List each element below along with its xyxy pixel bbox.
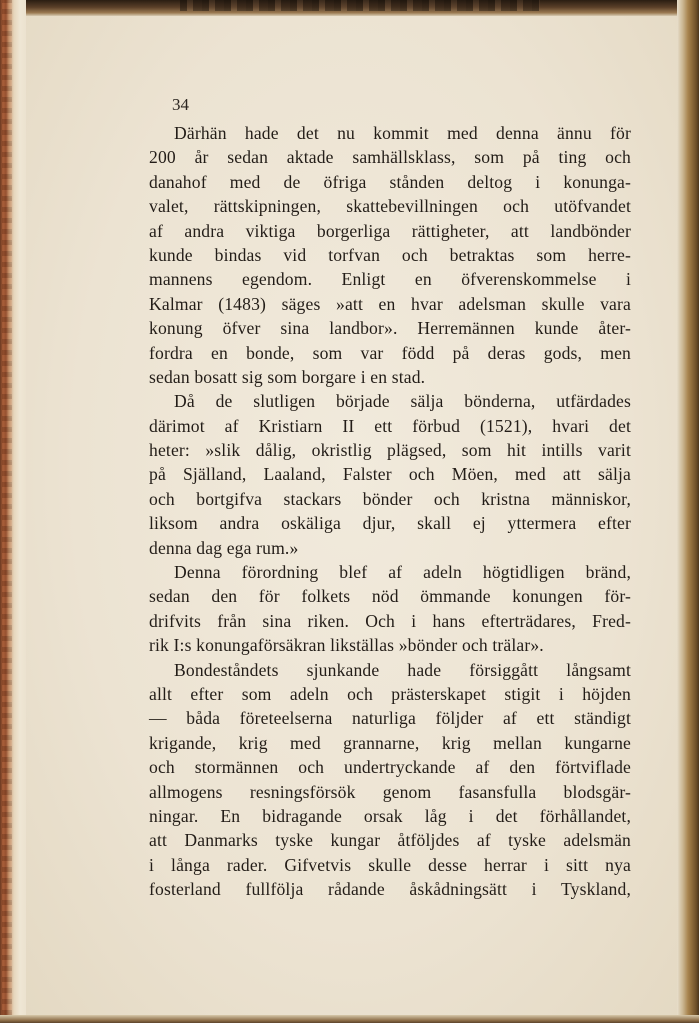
text-line: och bortgifva stackars bönder och kristna människor,	[149, 488, 631, 509]
text-line: därimot af Kristiarn II ett förbud (1521), hvari det	[149, 415, 631, 436]
text-line: och stormännen och undertryckande af den förtviflade	[149, 757, 631, 778]
book-top-edge	[0, 0, 699, 16]
text-line: heter: »slik dålig, okristlig plägsed, som hit intills varit	[149, 440, 631, 461]
text-line: mannens egendom. Enligt en öfverenskommelse i	[149, 269, 631, 290]
text-line: liksom andra oskäliga djur, skall ej yttermera efter	[149, 513, 631, 534]
book-spine-edge	[0, 0, 26, 1023]
body-text	[149, 121, 631, 902]
text-line: sedan bosatt sig som borgare i en stad.	[149, 366, 426, 387]
text-line: kunde bindas vid torfvan och betraktas som herre-	[149, 244, 631, 265]
text-line: Kalmar (1483) säges »att en hvar adelsman skulle vara	[149, 293, 631, 314]
book-fore-edge	[677, 0, 699, 1023]
text-line: — båda företeelserna naturliga följder af ett ständigt	[149, 708, 631, 729]
text-line: af andra viktiga borgerliga rättigheter, att landbönder	[149, 220, 631, 241]
text-line: allmogens resningsförsök genom fasansfulla blodsgär-	[149, 781, 631, 802]
text-line: denna dag ega rum.»	[149, 537, 299, 558]
page-number: 34	[172, 95, 189, 114]
text-line: Bondeståndets sjunkande hade försiggått långsamt	[174, 659, 631, 680]
text-line: på Själland, Laaland, Falster och Möen, med att sälja	[149, 464, 631, 485]
text-line: allt efter som adeln och prästerskapet stigit i höjden	[149, 683, 631, 704]
text-line: 200 år sedan aktade samhällsklass, som på ting och	[149, 147, 631, 168]
text-line: rik I:s konungaförsäkran likställas »bönder och trälar».	[149, 635, 544, 656]
text-line: konung öfver sina landbor». Herremännen kunde åter-	[149, 318, 631, 339]
book-bottom-edge	[0, 1015, 699, 1023]
text-line: Därhän hade det nu kommit med denna ännu för	[174, 123, 631, 143]
text-line: sedan den för folkets nöd ömmande konungen för-	[149, 586, 631, 607]
text-line: krigande, krig med grannarne, krig mellan kungarne	[149, 732, 631, 753]
text-line: fosterland fullfölja rådande åskådningsätt i Tyskland,	[149, 879, 631, 900]
text-line: att Danmarks tyske kungar åtföljdes af tyske adelsmän	[149, 830, 631, 851]
text-line: Denna förordning blef af adeln högtidligen bränd,	[174, 562, 631, 583]
text-line: i långa rader. Gifvetvis skulle desse herrar i sitt nya	[149, 854, 631, 875]
text-line: valet, rättskipningen, skattebevillningen och utöfvandet	[149, 196, 631, 217]
text-line: fordra en bonde, som var född på deras gods, men	[149, 342, 631, 363]
text-line: danahof med de öfriga stånden deltog i konunga-	[149, 171, 631, 192]
text-line: ningar. En bidragande orsak låg i det förhållandet,	[149, 805, 631, 826]
text-line: Då de slutligen började sälja bönderna, utfärdades	[174, 391, 631, 412]
text-line: drifvits från sina riken. Och i hans efterträdares, Fred-	[149, 610, 631, 631]
